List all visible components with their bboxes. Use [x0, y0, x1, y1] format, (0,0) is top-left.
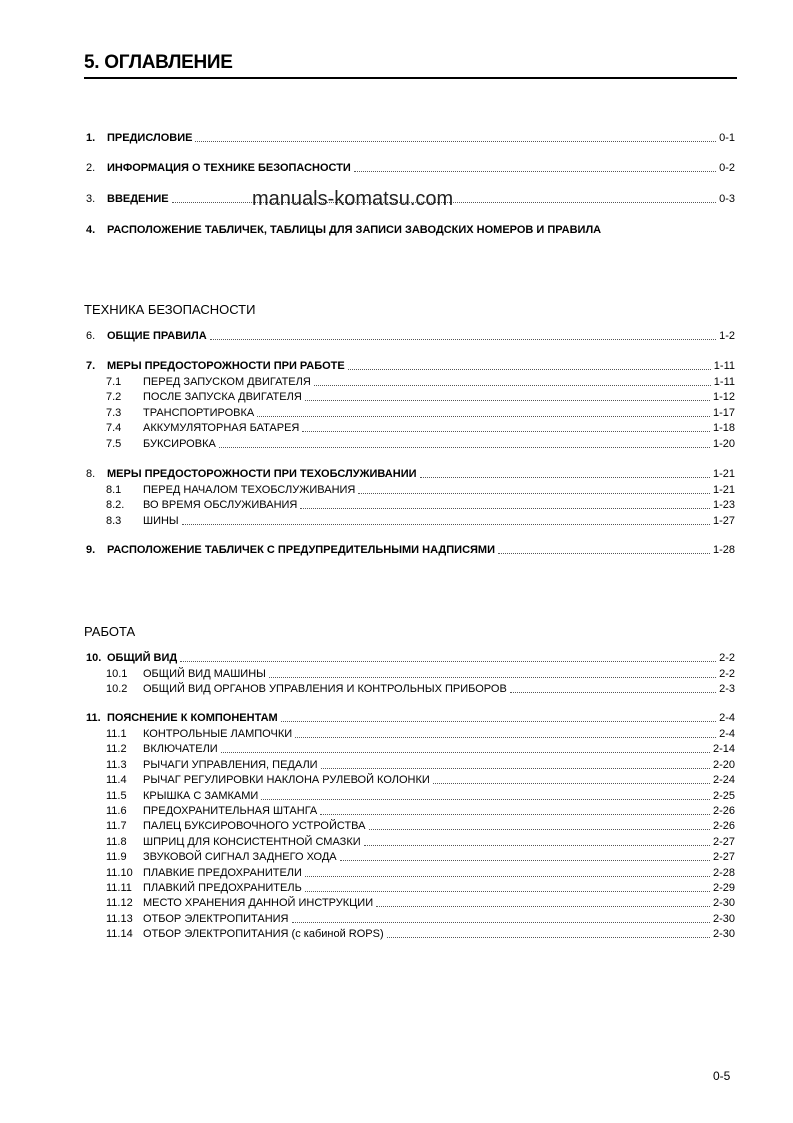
item-number: 8.	[86, 468, 96, 480]
item-page: 2-30	[712, 928, 735, 940]
item-page: 1-11	[713, 360, 735, 372]
item-page: 2-4	[719, 712, 735, 724]
item-page: 1-21	[712, 484, 735, 496]
dot-leader	[433, 783, 710, 784]
dot-leader	[354, 171, 716, 172]
dot-leader	[295, 737, 716, 738]
item-label: ИНФОРМАЦИЯ О ТЕХНИКЕ БЕЗОПАСНОСТИ	[107, 162, 351, 174]
item-page: 2-28	[712, 867, 735, 879]
item-number: 7.	[86, 360, 96, 372]
item-page: 2-26	[712, 820, 735, 832]
item-label: РЫЧАГИ УПРАВЛЕНИЯ, ПЕДАЛИ	[143, 759, 318, 771]
toc-item[interactable]	[86, 329, 735, 343]
item-page: 1-21	[712, 468, 735, 480]
item-number: 9.	[86, 544, 96, 556]
dot-leader	[348, 369, 711, 370]
dot-leader	[320, 814, 710, 815]
toc-subitem[interactable]	[106, 727, 735, 741]
toc-subitem[interactable]	[106, 667, 735, 681]
item-label: ШИНЫ	[143, 515, 179, 527]
item-page: 2-14	[712, 743, 735, 755]
dot-leader	[281, 721, 716, 722]
item-label: ОБЩИЙ ВИД ОРГАНОВ УПРАВЛЕНИЯ И КОНТРОЛЬНЫХ ПРИБОРОВ	[143, 683, 507, 695]
item-number: 11.11	[106, 882, 132, 894]
item-number: 11.8	[106, 836, 127, 848]
item-label: ОТБОР ЭЛЕКТРОПИТАНИЯ	[143, 913, 289, 925]
dot-leader	[302, 431, 710, 432]
title-rule	[84, 77, 737, 79]
item-label: ВО ВРЕМЯ ОБСЛУЖИВАНИЯ	[143, 499, 298, 511]
item-label: КОНТРОЛЬНЫЕ ЛАМПОЧКИ	[143, 728, 293, 740]
item-label: БУКСИРОВКА	[143, 438, 216, 450]
item-label: ПЕРЕД НАЧАЛОМ ТЕХОБСЛУЖИВАНИЯ	[143, 484, 356, 496]
item-number: 11.6	[106, 805, 127, 817]
item-label: МЕРЫ ПРЕДОСТОРОЖНОСТИ ПРИ ТЕХОБСЛУЖИВАНИИ	[107, 468, 417, 480]
toc-subitem[interactable]	[106, 773, 735, 787]
item-label: АККУМУЛЯТОРНАЯ БАТАРЕЯ	[143, 422, 300, 434]
dot-leader	[321, 768, 710, 769]
section-heading: ТЕХНИКА БЕЗОПАСНОСТИ	[84, 302, 256, 317]
item-page: 2-30	[712, 897, 735, 909]
item-page: 2-24	[712, 774, 735, 786]
toc-subitem[interactable]	[106, 742, 735, 756]
dot-leader	[340, 860, 710, 861]
item-page: 2-4	[719, 728, 735, 740]
item-number: 11.	[86, 712, 101, 724]
dot-leader	[210, 339, 716, 340]
dot-leader	[358, 493, 710, 494]
item-page: 2-25	[712, 790, 735, 802]
item-number: 1.	[86, 132, 96, 144]
item-label: ТРАНСПОРТИРОВКА	[143, 407, 255, 419]
toc-subitem[interactable]	[106, 390, 735, 404]
item-page: 0-1	[719, 132, 735, 144]
item-number: 3.	[86, 193, 96, 205]
item-label: ПАЛЕЦ БУКСИРОВОЧНОГО УСТРОЙСТВА	[143, 820, 366, 832]
item-page: 1-17	[712, 407, 735, 419]
watermark: manuals-komatsu.com	[252, 188, 454, 210]
item-page: 2-2	[719, 668, 735, 680]
item-page: 1-20	[712, 438, 735, 450]
dot-leader	[195, 141, 716, 142]
item-label: ОБЩИЕ ПРАВИЛА	[107, 330, 207, 342]
toc-subitem[interactable]	[106, 866, 735, 880]
item-page: 1-27	[712, 515, 735, 527]
item-number: 2.	[86, 162, 96, 174]
dot-leader	[305, 891, 710, 892]
toc-subitem[interactable]	[106, 789, 735, 803]
item-number: 7.2	[106, 391, 122, 403]
dot-leader	[182, 524, 710, 525]
item-label: ОБЩИЙ ВИД МАШИНЫ	[143, 668, 266, 680]
item-label: ВВЕДЕНИЕ	[107, 193, 169, 205]
dot-leader	[498, 553, 710, 554]
item-page: 2-26	[712, 805, 735, 817]
item-label: ПРЕДОХРАНИТЕЛЬНАЯ ШТАНГА	[143, 805, 318, 817]
toc-item[interactable]	[86, 467, 735, 481]
toc-subitem[interactable]	[106, 804, 735, 818]
item-number: 8.2.	[106, 499, 125, 511]
dot-leader	[219, 447, 710, 448]
toc-subitem[interactable]	[106, 514, 735, 528]
toc-subitem[interactable]	[106, 927, 735, 941]
item-page: 2-27	[712, 836, 735, 848]
toc-item[interactable]	[86, 223, 735, 237]
item-page: 2-30	[712, 913, 735, 925]
item-page: 1-11	[713, 376, 735, 388]
toc-item[interactable]	[86, 543, 735, 557]
item-page: 2-27	[712, 851, 735, 863]
toc-subitem[interactable]	[106, 498, 735, 512]
toc-subitem[interactable]	[106, 758, 735, 772]
item-label: МЕСТО ХРАНЕНИЯ ДАННОЙ ИНСТРУКЦИИ	[143, 897, 374, 909]
dot-leader	[257, 416, 710, 417]
item-number: 11.7	[106, 820, 127, 832]
item-label: ПЕРЕД ЗАПУСКОМ ДВИГАТЕЛЯ	[143, 376, 311, 388]
item-label: РАСПОЛОЖЕНИЕ ТАБЛИЧЕК, ТАБЛИЦЫ ДЛЯ ЗАПИСИ ЗАВОДСКИХ НОМЕРОВ И ПРАВИЛА	[107, 224, 602, 236]
item-number: 11.3	[106, 759, 127, 771]
item-number: 11.1	[106, 728, 127, 740]
toc-subitem[interactable]	[106, 881, 735, 895]
dot-leader	[305, 876, 710, 877]
item-number: 8.1	[106, 484, 122, 496]
item-label: МЕРЫ ПРЕДОСТОРОЖНОСТИ ПРИ РАБОТЕ	[107, 360, 345, 372]
item-page: 1-2	[719, 330, 735, 342]
item-label: ПЛАВКИЙ ПРЕДОХРАНИТЕЛЬ	[143, 882, 302, 894]
toc-subitem[interactable]	[106, 819, 735, 833]
item-page: 1-12	[712, 391, 735, 403]
page-number: 0-5	[713, 1069, 731, 1083]
toc-subitem[interactable]	[106, 835, 735, 849]
item-page: 0-2	[719, 162, 735, 174]
item-label: ОТБОР ЭЛЕКТРОПИТАНИЯ (с кабиной ROPS)	[143, 928, 384, 940]
item-number: 6.	[86, 330, 96, 342]
item-number: 4.	[86, 224, 96, 236]
dot-leader	[387, 937, 710, 938]
section-heading: РАБОТА	[84, 624, 136, 639]
item-label: ШПРИЦ ДЛЯ КОНСИСТЕНТНОЙ СМАЗКИ	[143, 836, 361, 848]
dot-leader	[305, 400, 710, 401]
toc-subitem[interactable]	[106, 896, 735, 910]
toc-subitem[interactable]	[106, 483, 735, 497]
item-label: ПОСЛЕ ЗАПУСКА ДВИГАТЕЛЯ	[143, 391, 302, 403]
item-number: 7.5	[106, 438, 122, 450]
toc-subitem[interactable]	[106, 375, 735, 389]
item-number: 10.2	[106, 683, 128, 695]
dot-leader	[261, 799, 710, 800]
item-number: 11.9	[106, 851, 127, 863]
item-label: ЗВУКОВОЙ СИГНАЛ ЗАДНЕГО ХОДА	[143, 851, 337, 863]
toc-item[interactable]	[86, 131, 735, 145]
item-number: 11.2	[106, 743, 127, 755]
toc-item[interactable]	[86, 711, 735, 725]
dot-leader	[221, 752, 710, 753]
item-page: 2-2	[719, 652, 735, 664]
item-page: 0-3	[719, 193, 735, 205]
item-label: ВКЛЮЧАТЕЛИ	[143, 743, 218, 755]
item-label: КРЫШКА С ЗАМКАМИ	[143, 790, 259, 802]
toc-subitem[interactable]	[106, 912, 735, 926]
dot-leader	[376, 906, 710, 907]
item-number: 11.13	[106, 913, 133, 925]
dot-leader	[369, 829, 710, 830]
item-number: 10.	[86, 652, 102, 664]
item-number: 11.10	[106, 867, 133, 879]
dot-leader	[300, 508, 710, 509]
item-label: РЫЧАГ РЕГУЛИРОВКИ НАКЛОНА РУЛЕВОЙ КОЛОНКИ	[143, 774, 430, 786]
toc-subitem[interactable]	[106, 850, 735, 864]
item-number: 11.14	[106, 928, 133, 940]
item-page: 1-28	[712, 544, 735, 556]
toc-item[interactable]	[86, 651, 735, 665]
item-number: 11.4	[106, 774, 127, 786]
dot-leader	[180, 661, 716, 662]
page-title: 5. ОГЛАВЛЕНИЕ	[84, 52, 233, 73]
item-number: 8.3	[106, 515, 122, 527]
item-page: 1-18	[712, 422, 735, 434]
item-page: 2-29	[712, 882, 735, 894]
dot-leader	[314, 385, 711, 386]
item-label: ПРЕДИСЛОВИЕ	[107, 132, 193, 144]
toc-subitem[interactable]	[106, 421, 735, 435]
item-page: 2-3	[719, 683, 735, 695]
toc-subitem[interactable]	[106, 682, 735, 696]
dot-leader	[292, 922, 710, 923]
item-number: 11.5	[106, 790, 127, 802]
item-page: 1-23	[712, 499, 735, 511]
item-number: 10.1	[106, 668, 128, 680]
item-label: ОБЩИЙ ВИД	[107, 652, 178, 664]
item-number: 7.1	[106, 376, 122, 388]
dot-leader	[510, 692, 716, 693]
item-label: ПОЯСНЕНИЕ К КОМПОНЕНТАМ	[107, 712, 278, 724]
dot-leader	[364, 845, 710, 846]
item-page: 2-20	[712, 759, 735, 771]
item-label: ПЛАВКИЕ ПРЕДОХРАНИТЕЛИ	[143, 867, 302, 879]
item-number: 11.12	[106, 897, 133, 909]
item-label: РАСПОЛОЖЕНИЕ ТАБЛИЧЕК С ПРЕДУПРЕДИТЕЛЬНЫМИ НАДПИСЯМИ	[107, 544, 495, 556]
dot-leader	[420, 477, 710, 478]
toc-subitem[interactable]	[106, 406, 735, 420]
item-number: 7.4	[106, 422, 122, 434]
toc-item[interactable]	[86, 359, 735, 373]
toc-item[interactable]	[86, 161, 735, 175]
toc-subitem[interactable]	[106, 437, 735, 451]
dot-leader	[269, 677, 716, 678]
item-number: 7.3	[106, 407, 122, 419]
